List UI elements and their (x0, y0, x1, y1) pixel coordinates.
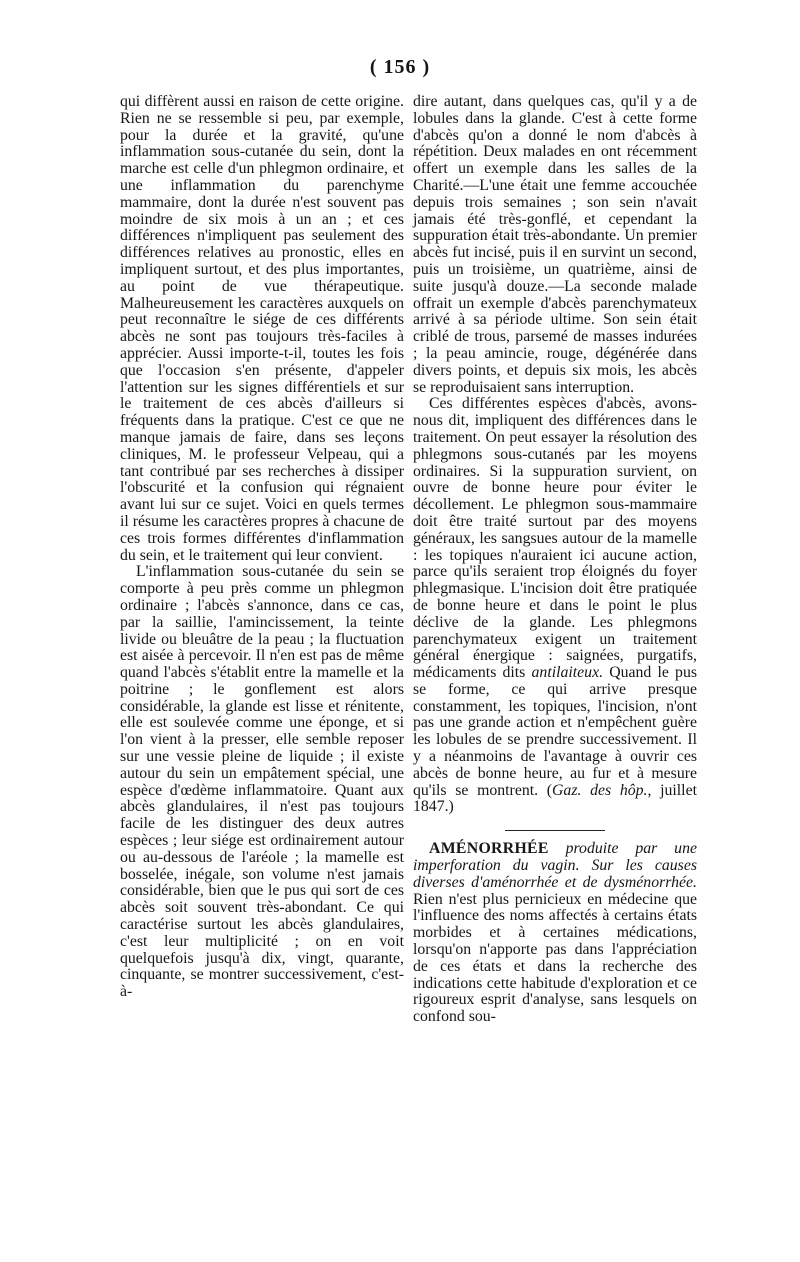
article-paragraph (413, 841, 697, 1026)
section-divider (505, 830, 605, 831)
paragraph-text: Quand le pus se forme, ce qui arrive presque constamment, les topiques, l'incision, n'ont pas une grande action et n'empêchent guère les lobules de se prendre successivement. Il y a néanmoins de l'avantage à ouvrir ces abcès de bonne heure, au fur et à mesure qu'ils se montrent. ( (413, 664, 697, 799)
paragraph: L'inflammation sous-cutanée du sein se comporte à peu près comme un phlegmon ordinaire ; l'abcès s'annonce, dans ce cas, par la saillie, l'amincissement, la teinte livide ou bleuâtre de la peau ; la fluctuation est aisée à percevoir. Il n'en est pas de même quand l'abcès s'établit entre la mamelle et la poitrine ; le gonflement est alors considérable, la glande est lisse et rénitente, elle est soulevée comme une éponge, et si l'on vient à la presser, elle semble reposer sur une vessie pleine de liquide ; il existe autour du sein un empâtement spécial, une espèce d'œdème inflammatoire. Quant aux abcès glandulaires, il n'est pas toujours facile de les distinguer des deux autres espèces ; leur siége est ordinairement autour ou au-dessous de l'aréole ; la mamelle est bosselée, inégale, son volume n'est jamais considérable, bien que le pus qui sort de ces abcès soit souvent très-abondant. Ce qui caractérise surtout les abcès glandulaires, c'est leur multiplicité ; on en voit quelquefois jusqu'à dix, vingt, quarante, cinquante, se montrer successivement, c'est-à- (120, 563, 404, 1001)
paragraph: qui diffèrent aussi en raison de cette origine. Rien ne se ressemble si peu, par exemple, pour la durée et la gravité, qu'une inflammation sous-cutanée du sein, dont la marche est celle d'un phlegmon ordinaire, et une inflammation du parenchyme mammaire, dont la durée n'est souvent pas moindre de six mois à un an ; et ces différences n'impliquent pas seulement des différences relatives au pronostic, elles en impliquent surtout, et des plus importantes, au point de vue thérapeutique. Malheureusement les caractères auxquels on peut reconnaître le siége de ces différents abcès ne sont pas toujours très-faciles à apprécier. Aussi importe-t-il, toutes les fois que l'occasion s'en présente, d'appeler l'attention sur les signes différentiels et sur le traitement de ces abcès d'ailleurs si fréquents dans la pratique. C'est ce que ne manque jamais de faire, dans ses leçons cliniques, M. le professeur Velpeau, qui a tant contribué par ses recherches à dissiper l'obscurité et la confusion qui régnaient avant lui sur ce sujet. Voici en quels termes il résume les caractères propres à chacune de ces trois formes différentes d'inflammation du sein, et le traitement qui leur convient. (120, 93, 404, 564)
source-citation: Gaz. des hôp. (552, 781, 648, 799)
left-column (120, 94, 404, 1001)
paragraph-text: Ces différentes espèces d'abcès, avons-nous dit, impliquent des différences dans le traitement. On peut essayer la résolution des phlegmons sous-cutanés par les moyens ordinaires. Si la suppuration survient, on ouvre de bonne heure pour éviter le décollement. Le phlegmon sous-mammaire doit être traité surtout par des moyens généraux, les sangsues autour de la mamelle : les topiques n'auraient ici aucune action, parce qu'ils seraient trop éloignés du foyer phlegmasique. L'incision doit être pratiquée de bonne heure et dans le point le plus déclive de la glande. Les phlegmons parenchymateux exigent un traitement général énergique : saignées, purgatifs, médicaments dits (413, 395, 697, 682)
article-body: Rien n'est plus pernicieux en médecine que l'influence des noms affectés à certains états morbides et à certaines médications, lorsqu'on n'apporte pas dans l'appréciation de ces états et dans la recherche des indications cette habitude d'exploration et ce rigoureux esprit d'analyse, sans lesquels on confond sou- (413, 890, 697, 1026)
paragraph: dire autant, dans quelques cas, qu'il y a de lobules dans la glande. C'est à cette forme d'abcès qu'on a donné le nom d'abcès à répétition. Deux malades en ont récemment offert un exemple dans les salles de la Charité.—L'une était une femme accouchée depuis trois semaines ; son sein n'avait jamais été très-gonflé, et cependant la suppuration était très-abondante. Un premier abcès fut incisé, puis il en survint un second, puis un troisième, un quatrième, ainsi de suite jusqu'à douze.—La seconde malade offrait un exemple d'abcès parenchymateux arrivé à sa période ultime. Son sein était criblé de trous, parsemé de masses indurées ; la peau amincie, rouge, dégénérée dans divers points, et depuis six mois, les abcès se reproduisaient sans interruption. (413, 93, 697, 396)
article-headline: AMÉNORRHÉE (429, 840, 549, 858)
citation-date: , juillet 1847.) (413, 781, 697, 816)
italic-term: antilaiteux. (531, 664, 604, 682)
article-subtitle: produite par une imperforation du vagin. Sur les causes diverses d'aménorrhée et de dysménorrhée. (413, 840, 697, 891)
page-number: ( 156 ) (369, 56, 431, 78)
right-column (413, 94, 697, 1026)
paragraph (413, 396, 697, 816)
